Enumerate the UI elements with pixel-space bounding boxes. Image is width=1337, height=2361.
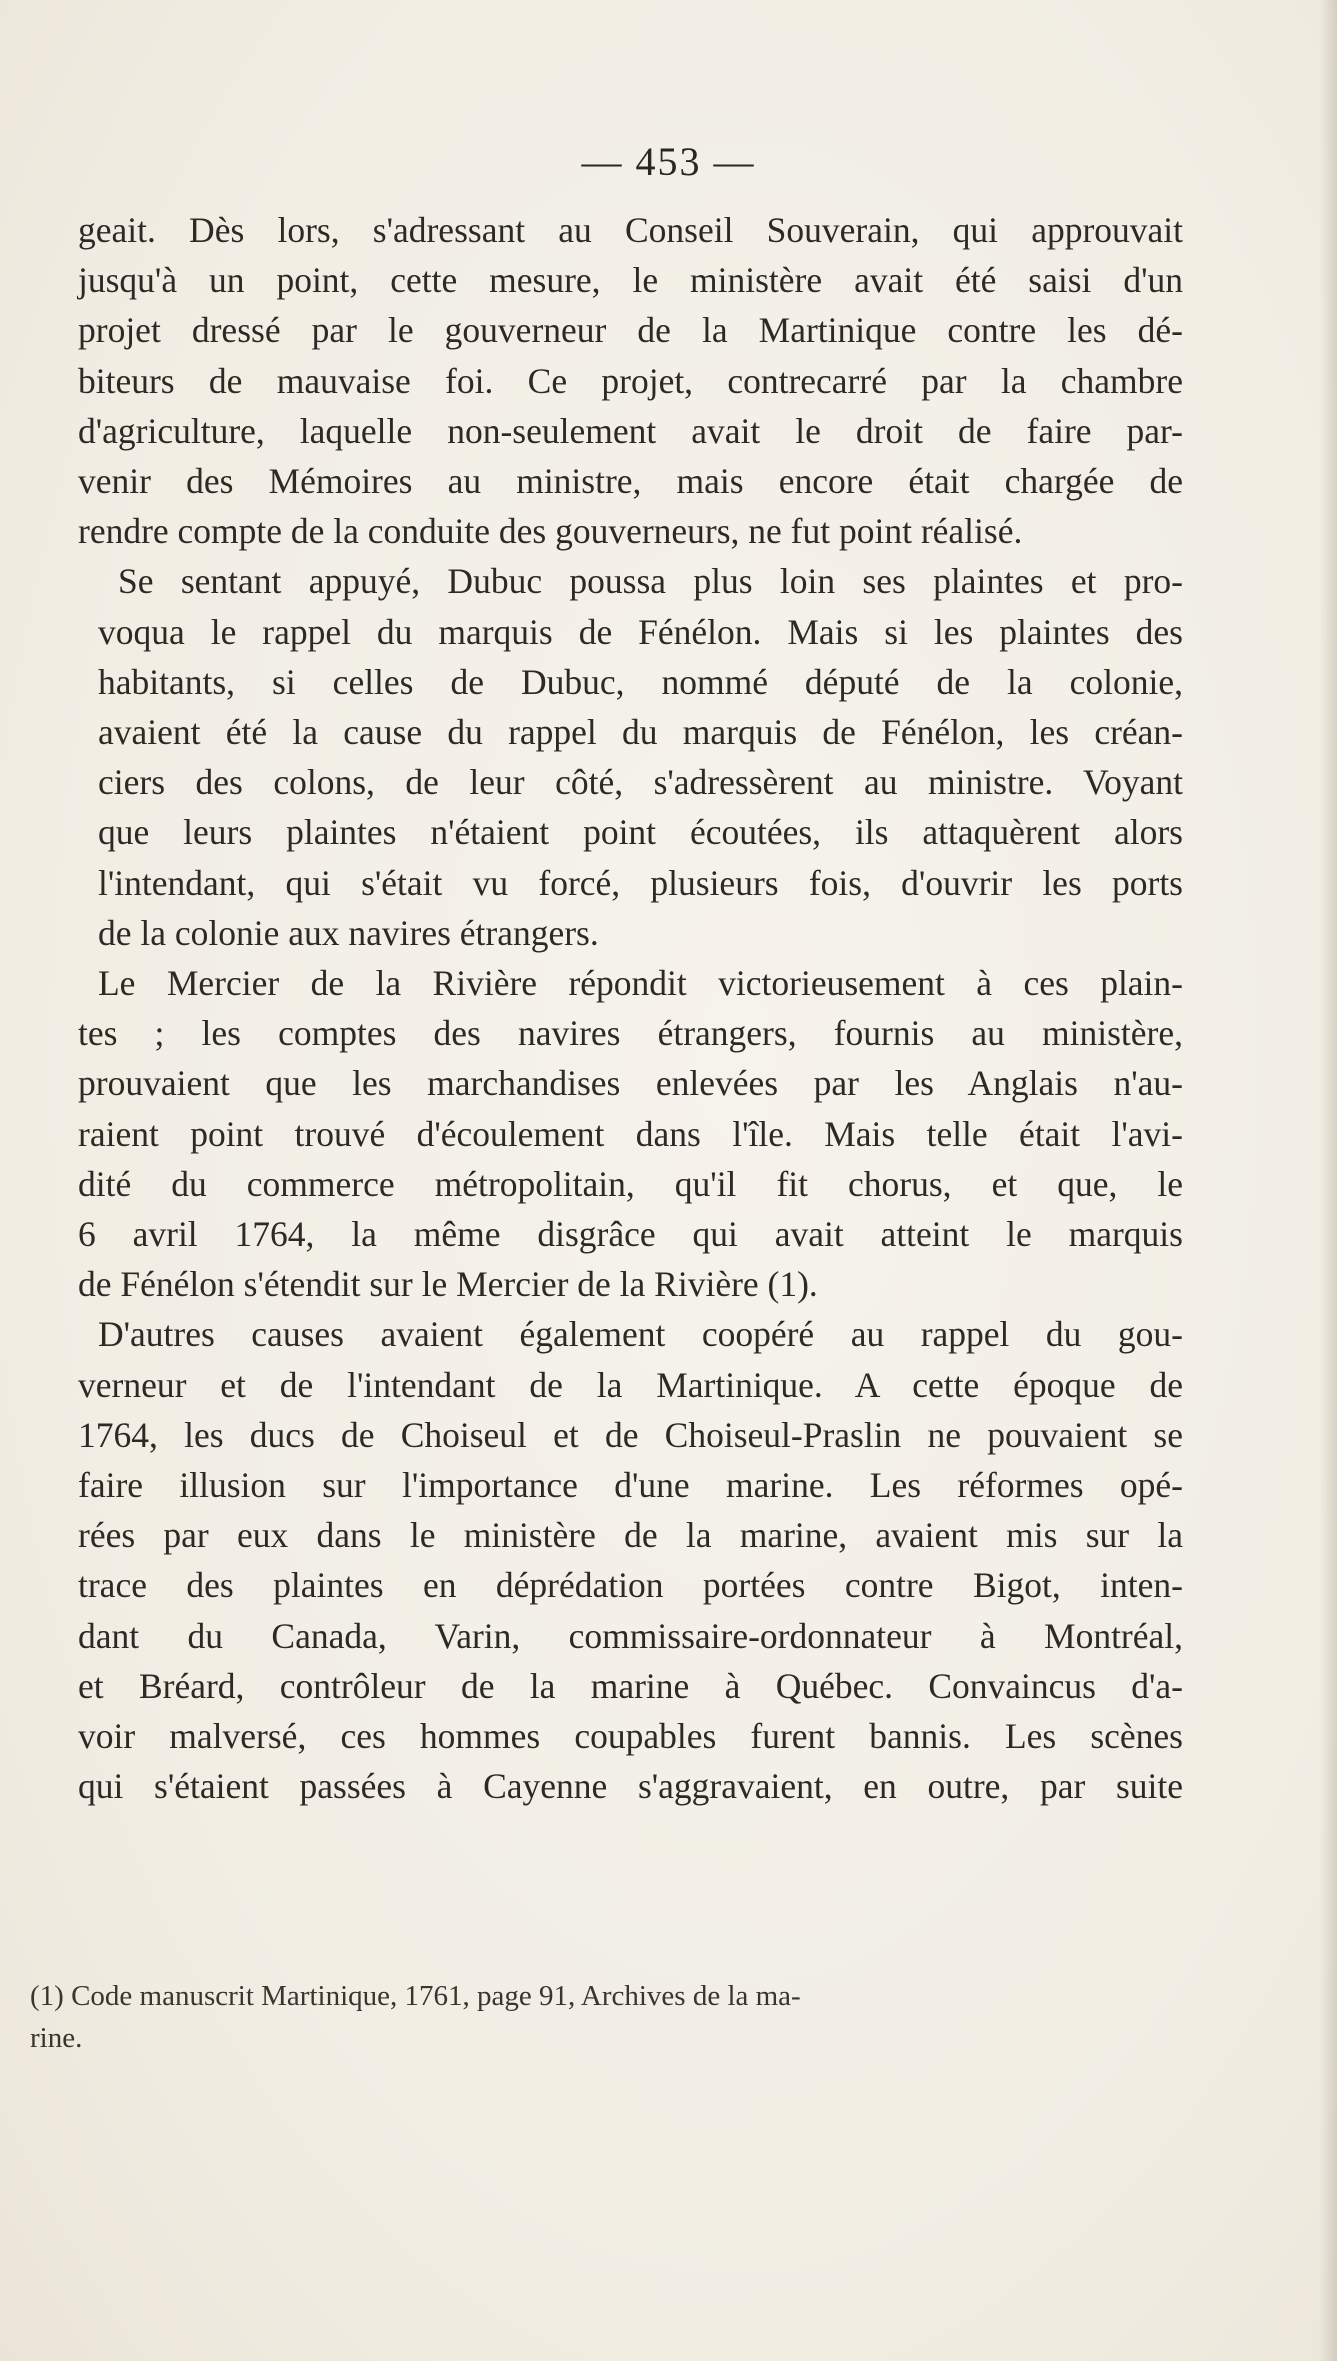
text-line: raient point trouvé d'écoulement dans l'île. Mais telle était l'avi- (78, 1113, 1183, 1154)
paragraph-4 (78, 1309, 1183, 1811)
text-line: de Fénélon s'étendit sur le Mercier de la Rivière (1). (78, 1264, 818, 1305)
text-line: prouvaient que les marchandises enlevées par les Anglais n'au- (78, 1063, 1183, 1104)
text-line: voqua le rappel du marquis de Fénélon. Mais si les plaintes des (98, 611, 1183, 652)
text-line: D'autres causes avaient également coopéré au rappel du gou- (98, 1314, 1183, 1355)
text-line: 1764, les ducs de Choiseul et de Choiseul-Praslin ne pouvaient se (78, 1414, 1183, 1455)
paragraph-1 (78, 205, 1183, 556)
body-text (78, 205, 1183, 1812)
text-line: habitants, si celles de Dubuc, nommé député de la colonie, (98, 661, 1183, 702)
text-line: ciers des colons, de leur côté, s'adressèrent au ministre. Voyant (98, 762, 1183, 803)
text-line: biteurs de mauvaise foi. Ce projet, contrecarré par la chambre (78, 360, 1183, 401)
footnote (30, 1975, 1180, 2059)
text-line: dant du Canada, Varin, commissaire-ordonnateur à Montréal, (78, 1615, 1183, 1656)
footnote-line: rine. (30, 2022, 83, 2054)
paragraph-2 (78, 556, 1183, 958)
binding-shadow (1319, 0, 1337, 2361)
text-line: verneur et de l'intendant de la Martinique. A cette époque de (78, 1364, 1183, 1405)
text-line: faire illusion sur l'importance d'une marine. Les réformes opé- (78, 1465, 1183, 1506)
text-line: projet dressé par le gouverneur de la Martinique contre les dé- (78, 310, 1183, 351)
text-line: et Bréard, contrôleur de la marine à Québec. Convaincus d'a- (78, 1665, 1183, 1706)
text-line: dité du commerce métropolitain, qu'il fit chorus, et que, le (78, 1163, 1183, 1204)
text-line: venir des Mémoires au ministre, mais encore était chargée de (78, 461, 1183, 502)
footnote-line: (1) Code manuscrit Martinique, 1761, page 91, Archives de la ma- (30, 1980, 801, 2012)
text-line: que leurs plaintes n'étaient point écoutées, ils attaquèrent alors (98, 812, 1183, 853)
text-line: rendre compte de la conduite des gouverneurs, ne fut point réalisé. (78, 511, 1023, 552)
text-line: geait. Dès lors, s'adressant au Conseil Souverain, qui approuvait (78, 210, 1183, 250)
text-line: avaient été la cause du rappel du marquis de Fénélon, les créan- (98, 712, 1183, 753)
text-line: trace des plaintes en déprédation portées contre Bigot, inten- (78, 1565, 1183, 1606)
text-line: tes ; les comptes des navires étrangers, fournis au ministère, (78, 1013, 1183, 1054)
text-line: Le Mercier de la Rivière répondit victorieusement à ces plain- (98, 963, 1183, 1004)
page-number: — 453 — (581, 139, 756, 184)
text-line: voir malversé, ces hommes coupables furent bannis. Les scènes (78, 1716, 1183, 1757)
text-line: l'intendant, qui s'était vu forcé, plusieurs fois, d'ouvrir les ports (98, 862, 1183, 903)
text-line: jusqu'à un point, cette mesure, le ministère avait été saisi d'un (78, 260, 1183, 301)
text-line: 6 avril 1764, la même disgrâce qui avait atteint le marquis (78, 1214, 1183, 1255)
text-line: de la colonie aux navires étrangers. (98, 912, 599, 953)
text-line: Se sentant appuyé, Dubuc poussa plus loin ses plaintes et pro- (118, 561, 1183, 602)
text-line: qui s'étaient passées à Cayenne s'aggravaient, en outre, par suite (78, 1766, 1183, 1807)
text-line: d'agriculture, laquelle non-seulement avait le droit de faire par- (78, 410, 1183, 451)
paragraph-3 (78, 958, 1183, 1309)
text-line: rées par eux dans le ministère de la marine, avaient mis sur la (78, 1515, 1183, 1556)
